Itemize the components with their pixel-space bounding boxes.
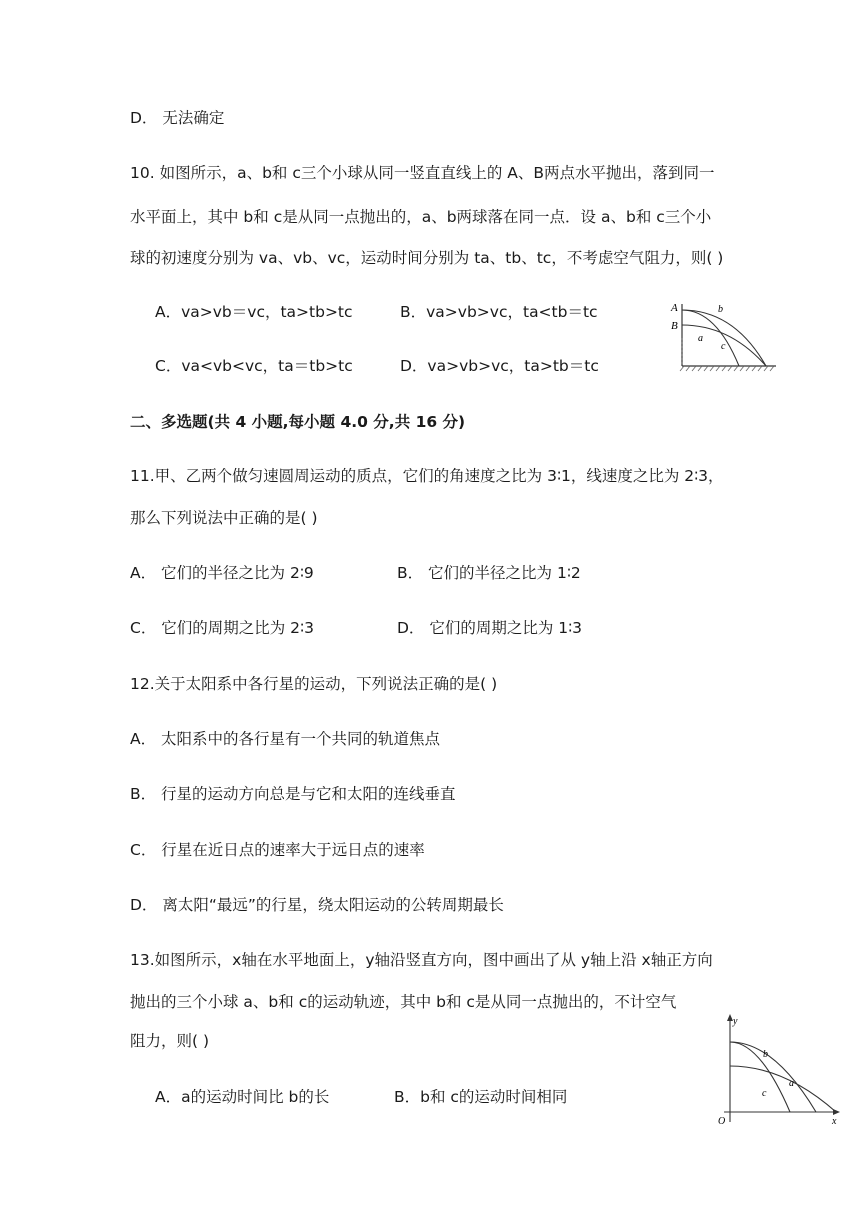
q13-trajectory-figure: [704, 1012, 844, 1130]
q13-stem-line1: 13.如图所示，x轴在水平地面上，y轴沿竖直方向，图中画出了从 y轴上沿 x轴正方向: [130, 951, 713, 969]
q13-fig-label-b: b: [763, 1049, 768, 1060]
q13-stem-line2: 抛出的三个小球 a、b和 c的运动轨迹，其中 b和 c是从同一点抛出的，不计空气: [130, 993, 677, 1011]
q11-option-d: D． 它们的周期之比为 1∶3: [397, 619, 583, 637]
q10-option-b: B．va>vb>vc，ta<tb＝tc: [400, 303, 598, 321]
q12-stem-line1: 12.关于太阳系中各行星的运动，下列说法正确的是( ): [130, 675, 498, 693]
section-2-title: 二、多选题(共 4 小题,每小题 4.0 分,共 16 分): [130, 413, 466, 431]
q9-option-d: D． 无法确定: [130, 109, 225, 127]
q12-option-c: C． 行星在近日点的速率大于远日点的速率: [130, 841, 425, 859]
q13-option-b: B．b和 c的运动时间相同: [394, 1088, 568, 1106]
q10-fig-label-b: b: [718, 304, 723, 315]
q13-fig-label-a: a: [789, 1078, 794, 1089]
q10-stem-line2: 水平面上，其中 b和 c是从同一点抛出的，a、b两球落在同一点．设 a、b和 c三个小: [130, 208, 712, 226]
q11-stem-line2: 那么下列说法中正确的是( ): [130, 509, 318, 527]
q12-option-a: A． 太阳系中的各行星有一个共同的轨道焦点: [130, 730, 441, 748]
q11-option-a: A． 它们的半径之比为 2∶9: [130, 564, 314, 582]
q12-option-b: B． 行星的运动方向总是与它和太阳的连线垂直: [130, 785, 456, 803]
q12-option-d: D． 离太阳“最远”的行星，绕太阳运动的公转周期最长: [130, 896, 504, 914]
q13-option-a: A．a的运动时间比 b的长: [155, 1088, 330, 1106]
q11-stem-line1: 11.甲、乙两个做匀速圆周运动的质点，它们的角速度之比为 3∶1，线速度之比为 2∶3，: [130, 467, 724, 485]
q13-fig-label-x: x: [832, 1116, 837, 1127]
q10-stem-line3: 球的初速度分别为 va、vb、vc，运动时间分别为 ta、tb、tc，不考虑空气阻力，则( ): [130, 249, 724, 267]
q10-option-a: A．va>vb＝vc，ta>tb>tc: [155, 303, 353, 321]
q10-fig-label-c: c: [721, 341, 726, 352]
q10-option-c: C．va<vb<vc，ta＝tb>tc: [155, 357, 353, 375]
q13-stem-line3: 阻力，则( ): [130, 1032, 210, 1050]
q13-fig-label-c: c: [762, 1088, 767, 1099]
q11-option-b: B． 它们的半径之比为 1∶2: [397, 564, 581, 582]
q13-fig-label-O: O: [718, 1116, 726, 1127]
q10-fig-label-B: B: [671, 320, 678, 332]
q13-fig-label-y: y: [733, 1016, 738, 1027]
q10-projectile-figure: [664, 296, 780, 376]
q11-option-c: C． 它们的周期之比为 2∶3: [130, 619, 314, 637]
q10-option-d: D．va>vb>vc，ta>tb＝tc: [400, 357, 599, 375]
q10-fig-label-a: a: [698, 333, 703, 344]
q10-fig-label-A: A: [671, 302, 678, 314]
q10-stem-line1: 10. 如图所示，a、b和 c三个小球从同一竖直直线上的 A、B两点水平抛出，落到同一: [130, 164, 715, 182]
